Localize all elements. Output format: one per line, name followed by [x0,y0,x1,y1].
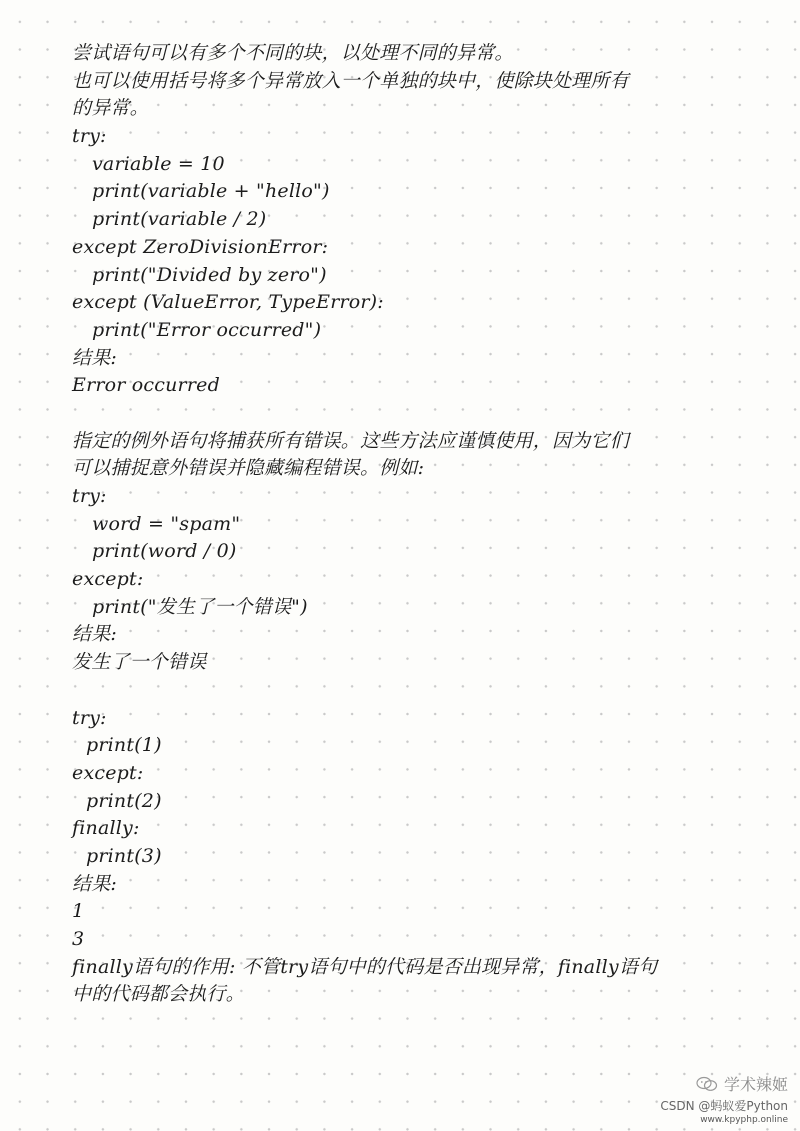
note-line: 指定的例外语句将捕获所有错误。这些方法应谨慎使用，因为它们 [72,429,629,452]
watermark-site: www.kpyphp.online [700,1115,788,1125]
note-line: print(variable + "hello") [92,180,330,203]
note-line: 结果: [72,872,118,895]
watermark-account: 学术辣姬 [723,1075,788,1094]
handwritten-note [72,40,772,1009]
note-line: except: [72,761,144,784]
note-line: print("Error occurred") [92,318,322,341]
note-line: try: [72,706,107,729]
note-line [72,400,772,428]
note-line: except (ValueError, TypeError): [72,291,384,314]
note-line: 中的代码都会执行。 [72,983,245,1006]
note-line: 也可以使用括号将多个异常放入一个单独的块中，使除块处理所有 [72,69,629,92]
note-line: 1 [72,900,85,923]
wechat-icon [696,1076,718,1092]
note-line: 结果: [72,623,118,646]
note-line: 3 [72,928,85,950]
watermark [660,1072,788,1125]
note-line: 的异常。 [72,97,149,120]
watermark-csdn: CSDN @蚂蚁爱Python [660,1099,788,1113]
note-line: print(1) [86,734,162,757]
note-line: variable = 10 [92,152,225,175]
note-line: print("发生了一个错误") [92,595,308,618]
note-line: finally: [72,817,140,840]
note-line: Error occurred [72,374,220,397]
note-line: 可以捕捉意外错误并隐藏编程错误。例如: [72,457,425,480]
note-line: try: [72,125,107,148]
note-line: 发生了一个错误 [72,651,207,674]
note-line: print(word / 0) [92,540,237,563]
note-line: print(2) [86,789,162,812]
note-line: except: [72,568,144,591]
watermark-account-row [660,1072,788,1095]
note-line: word = "spam" [92,512,241,535]
note-line [72,677,772,705]
note-line: finally语句的作用: 不管try语句中的代码是否出现异常，finally语句 [72,955,658,978]
note-line: except ZeroDivisionError: [72,235,329,258]
note-line: try: [72,485,107,507]
note-line: print(3) [86,844,162,867]
note-line: print("Divided by zero") [92,263,327,286]
note-line: 结果: [72,346,118,369]
note-line: print(variable / 2) [92,208,267,231]
note-line: 尝试语句可以有多个不同的块，以处理不同的异常。 [72,42,514,64]
